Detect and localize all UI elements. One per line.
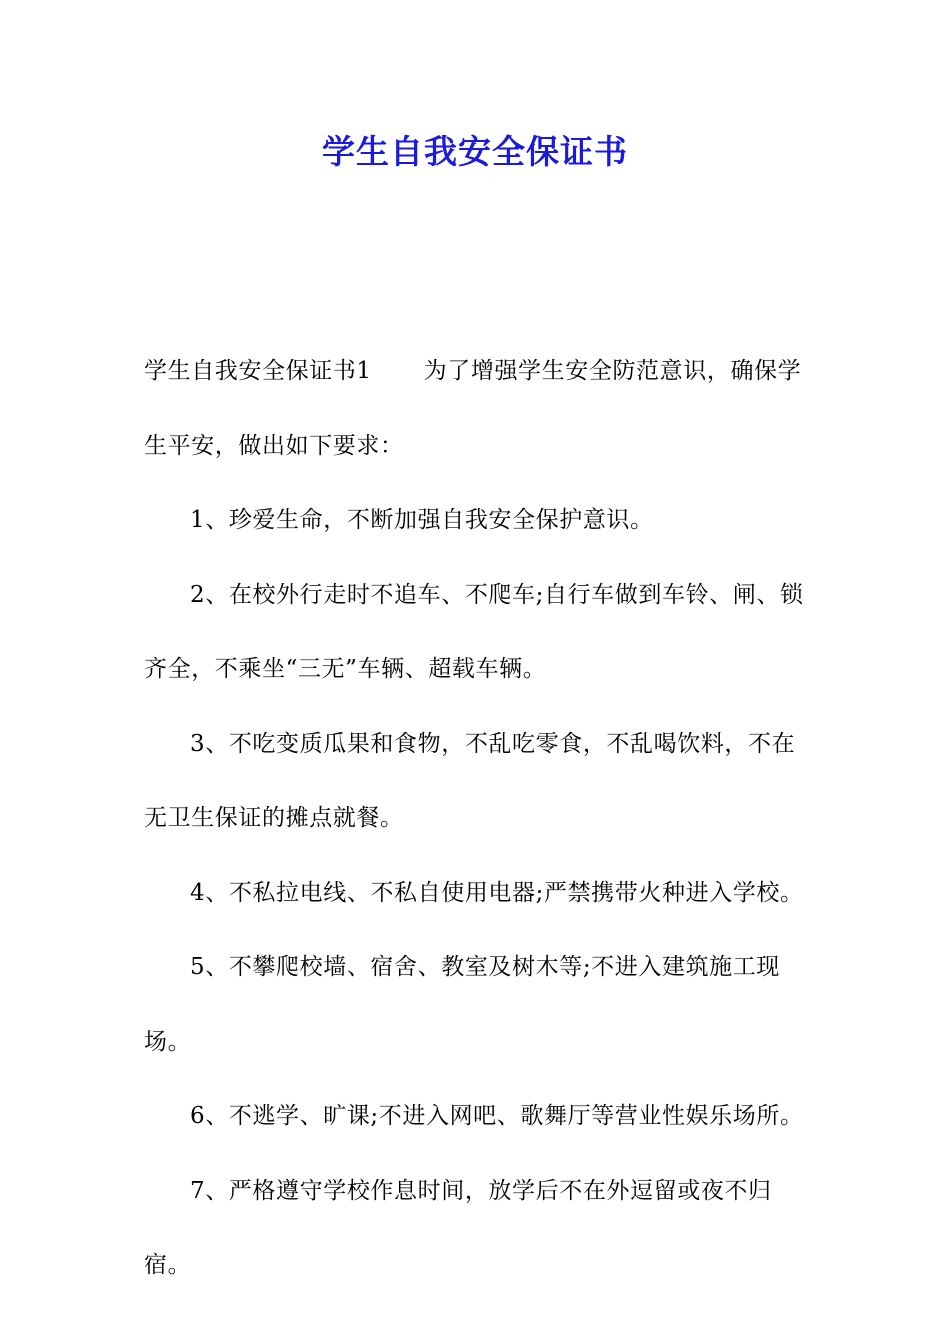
document-title: 学生自我安全保证书: [322, 132, 628, 171]
intro-heading: 学生自我安全保证书1: [144, 358, 372, 384]
list-item: 7、严格遵守学校作息时间，放学后不在外逗留或夜不归宿。: [144, 1177, 772, 1278]
intro-text: 为了增强学生安全防范意识，确保学生平安，做出如下要求：: [144, 358, 802, 459]
list-item: 6、不逃学、旷课;不进入网吧、歌舞厅等营业性娱乐场所。: [190, 1103, 804, 1129]
intro-paragraph: [144, 334, 816, 483]
document-body: [144, 334, 816, 1303]
list-item: 5、不攀爬校墙、宿舍、教室及树木等;不进入建筑施工现场。: [144, 954, 780, 1055]
list-item: 2、在校外行走时不追车、不爬车;自行车做到车铃、闸、锁齐全，不乘坐“三无”车辆、超载车辆。: [144, 581, 804, 682]
list-item: 4、不私拉电线、不私自使用电器;严禁携带火种进入学校。: [190, 879, 804, 906]
list-item: 3、不吃变质瓜果和食物，不乱吃零食，不乱喝饮料，不在无卫生保证的摊点就餐。: [144, 730, 796, 831]
list-item: 1、珍爱生命，不断加强自我安全保护意识。: [190, 507, 654, 533]
